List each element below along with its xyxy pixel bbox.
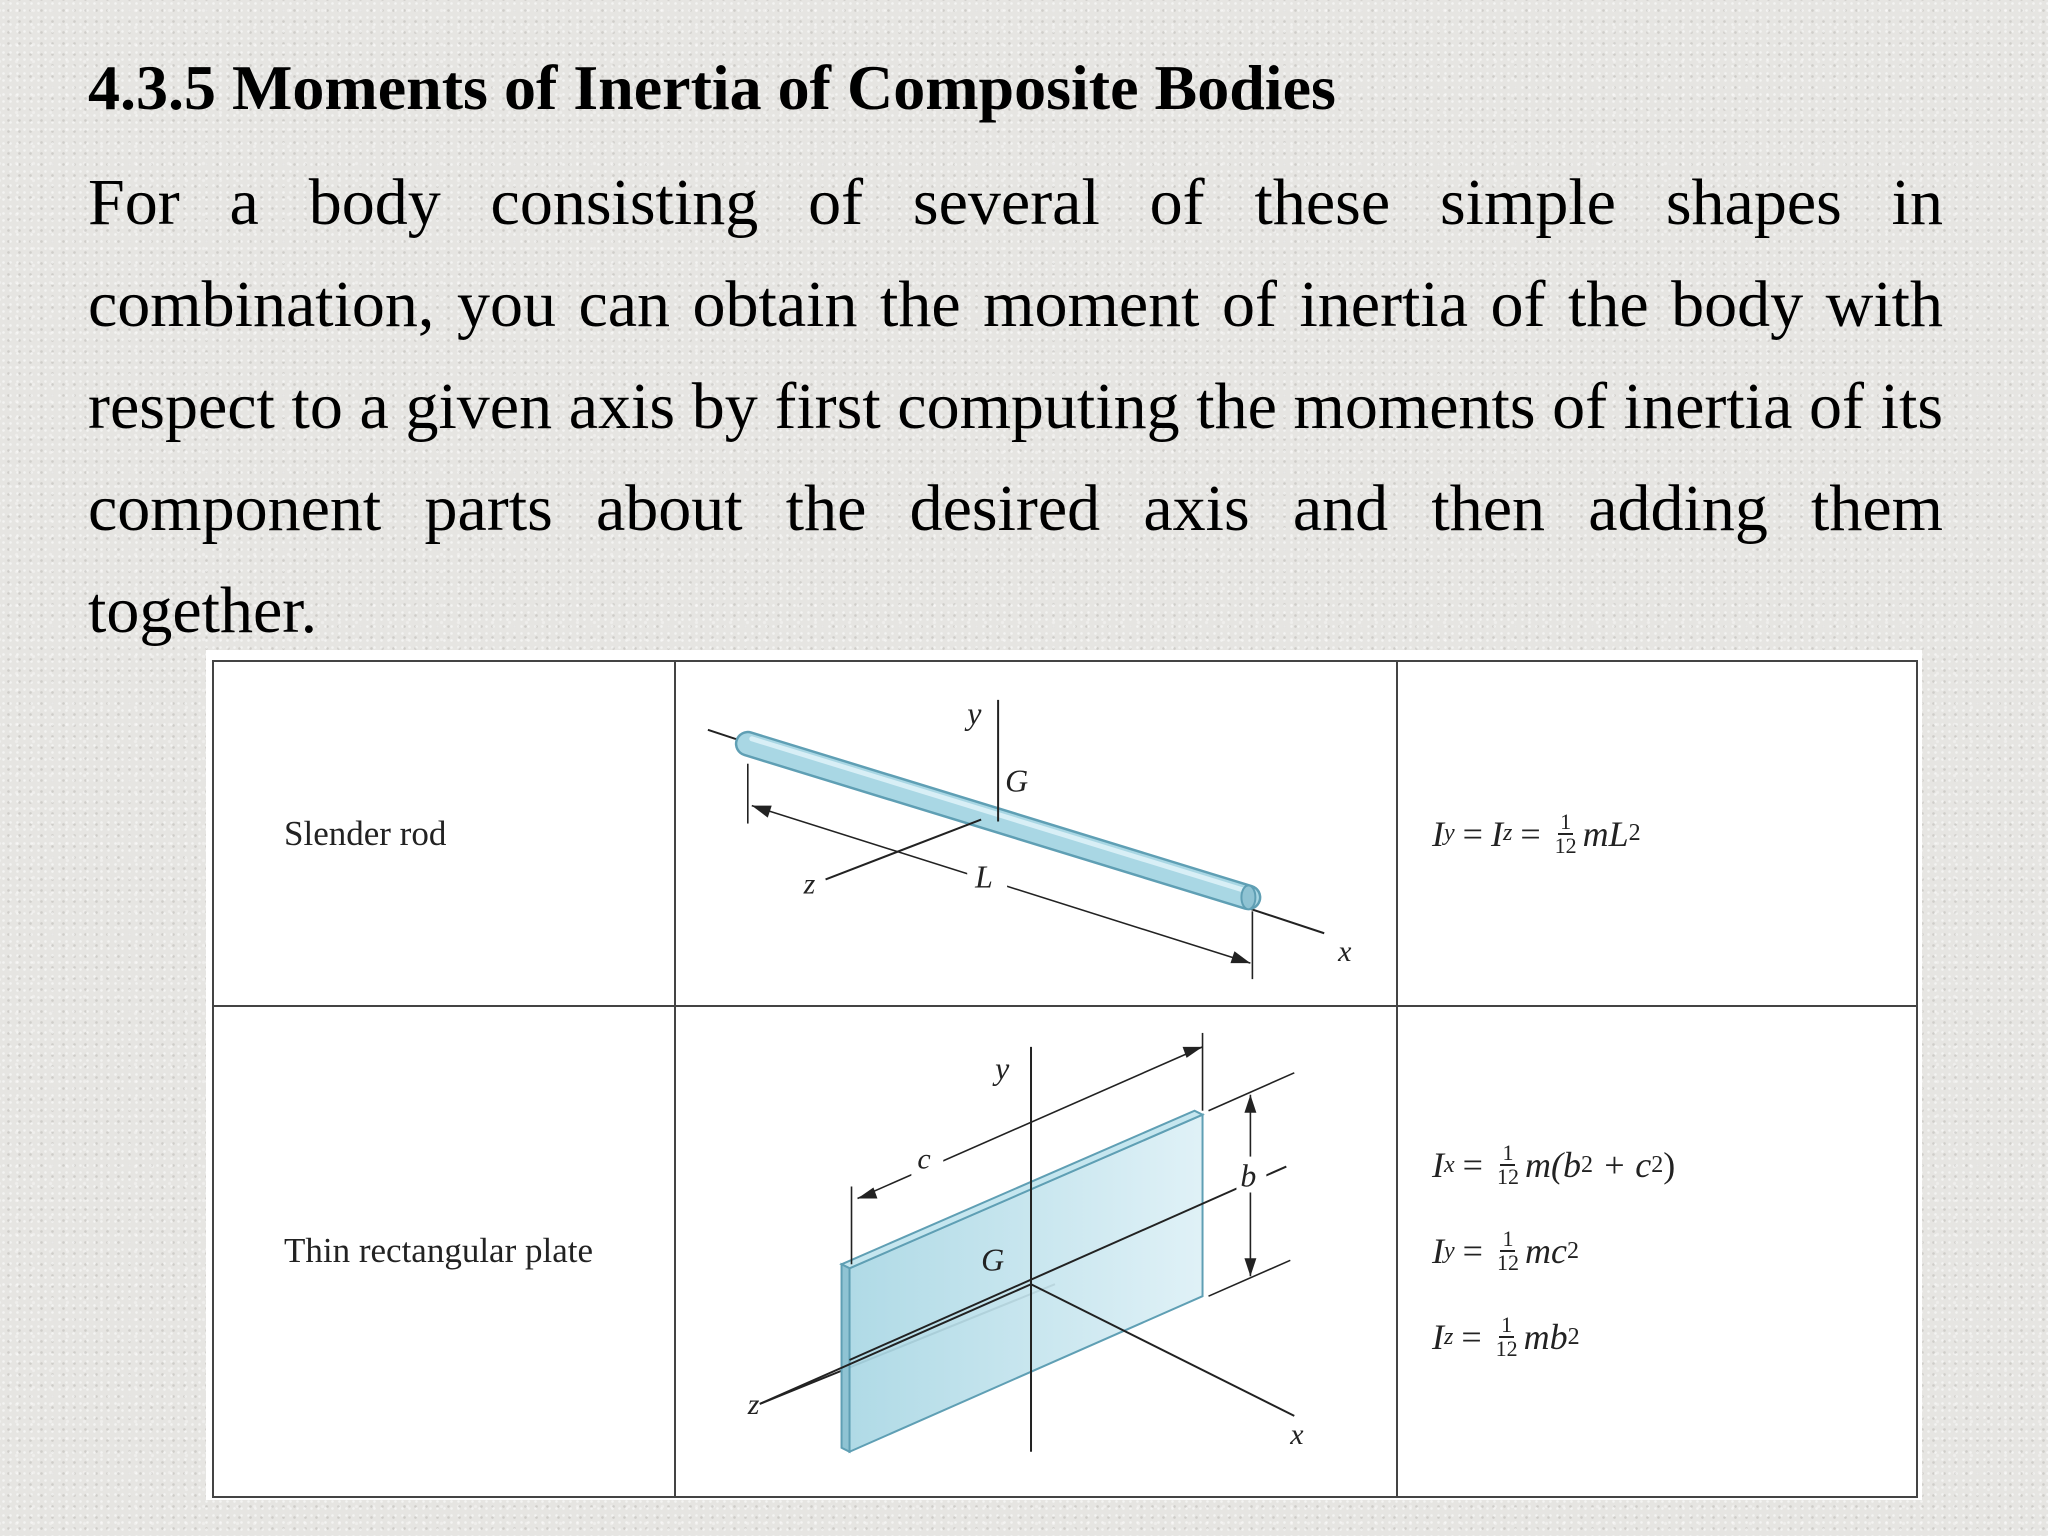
rod-label-z: z (803, 867, 816, 901)
fraction: $\frac{1}{12}$ (1496, 1140, 1519, 1190)
table-row-thin-plate (213, 1006, 1917, 1497)
formula-line-rod: I y = I z = $\frac{1}{12}$ mL 2 (1432, 808, 1641, 858)
fraction: $\frac{1}{12}$ (1495, 1312, 1518, 1362)
formula-plate (1398, 1122, 1916, 1380)
formula-line-ix: I x = $\frac{1}{12}$ m(b 2 + c 2 ) (1432, 1140, 1676, 1190)
thin-plate-diagram (676, 1007, 1396, 1496)
plate-b-arrow-top (1244, 1095, 1256, 1113)
shape-name-slender-rod (213, 661, 675, 1006)
rod-length-arrow-right (1230, 951, 1250, 963)
inertia-table (212, 660, 1918, 1498)
slide-title: 4.3.5 Moments of Inertia of Composite Bodies (88, 52, 1336, 123)
formula-line-iz: I z = $\frac{1}{12}$ mb 2 (1432, 1312, 1580, 1362)
rod-label-x: x (1338, 935, 1352, 969)
formula-cell-slender-rod (1397, 661, 1917, 1006)
rod-label-y: y (967, 695, 982, 731)
plate-label-c: c (917, 1142, 931, 1176)
plate-label-z: z (747, 1387, 760, 1421)
rod-length-arrow-left (752, 806, 772, 818)
fraction: $\frac{1}{12}$ (1496, 1226, 1519, 1276)
table-row-slender-rod (213, 661, 1917, 1006)
plate-side-edge (842, 1264, 850, 1451)
shape-name-label: Thin rectangular plate (284, 1231, 594, 1271)
plate-c-arrow-right (1183, 1047, 1203, 1058)
formula-cell-thin-plate (1397, 1006, 1917, 1497)
fraction: $\frac{1}{12}$ (1554, 808, 1577, 858)
rod-label-L: L (975, 859, 993, 895)
formula-line-iy: I y = $\frac{1}{12}$ mc 2 (1432, 1226, 1579, 1276)
rod-end-cap (1241, 885, 1255, 909)
plate-c-arrow-left (857, 1188, 877, 1199)
plate-label-y: y (995, 1050, 1010, 1086)
plate-b-arrow-bottom (1244, 1258, 1256, 1276)
shape-name-thin-plate (213, 1006, 675, 1497)
figure-slender-rod (675, 661, 1397, 1006)
formula-rod (1398, 791, 1916, 877)
figure-thin-plate (675, 1006, 1397, 1497)
shape-name-label: Slender rod (284, 813, 447, 853)
plate-label-G: G (981, 1242, 1005, 1278)
plate-label-b: b (1240, 1158, 1257, 1194)
inertia-table-container (206, 650, 1922, 1500)
body-paragraph: For a body consisting of several of these simple shapes in combination, you can obtain the moment of inertia of the body with respect to a given axis by first computing the moments of inertia of its component parts about the desired axis and then adding them together. (88, 166, 1943, 647)
slender-rod-diagram (676, 662, 1396, 1005)
plate-label-x: x (1290, 1417, 1304, 1451)
rod-label-G: G (1005, 763, 1029, 799)
plate-face (850, 1115, 1203, 1452)
